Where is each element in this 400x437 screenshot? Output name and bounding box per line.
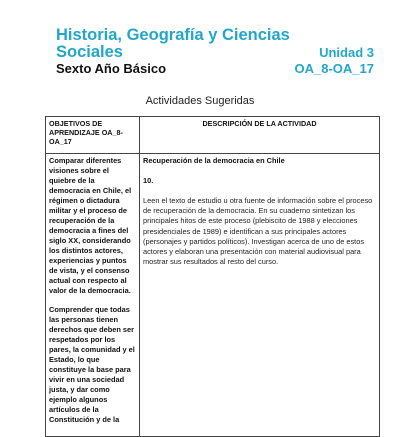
objective-code: OA_8-OA_17 [294,61,374,76]
grade-label: Sexto Año Básico [56,61,167,76]
unit-label: Unidad 3 [319,45,374,60]
subject-title: Historia, Geografía y Ciencias [56,26,290,44]
description-cell [140,154,380,437]
table-row [46,154,380,437]
document-header [56,26,374,78]
page-heading: Actividades Sugeridas [145,95,255,107]
objectives-header-cell [46,117,140,154]
objective-item: Comparar diferentes visiones sobre el quiebre de la democracia en Chile, el régimen o dictadura militar y el proceso de recuperación de la democracia a fines del siglo XX, considerando los distintos actores, experiencias y puntos de vista, y el consenso actual con respecto al valor de la democracia. [49,156,132,295]
table-header-row [46,117,380,154]
activities-table [45,116,380,437]
activity-title: Recuperación de la democracia en Chile [143,156,285,165]
objectives-cell [46,154,140,437]
description-column-header: DESCRIPCIÓN DE LA ACTIVIDAD [202,119,317,128]
objective-item: Comprender que todas las personas tienen derechos que deben ser respetados por los pares, la comunidad y el Estado, lo que constituye la base para vivir en una sociedad justa, y dar como ejemplo algunos artículos de la Constitución y de la [49,305,135,424]
description-header-cell [140,117,380,154]
activity-number: 10. [143,176,154,185]
subject-title-continued: Sociales [56,43,123,61]
objectives-column-header: OBJETIVOS DE APRENDIZAJE OA_8-OA_17 [49,119,123,146]
activity-body: Leen el texto de estudio u otra fuente de información sobre el proceso de recuperación de la democracia. En su cuaderno sintetizan los principales hitos de este proceso (plebiscito de 1988 y elecciones presidenciales de 1989) e identifican a sus principales actores (personajes y partidos políticos). Investigan acerca de uno de estos actores y elaboran una presentación con material audiovisual para mostrar sus resultados al resto del curso. [143,196,373,267]
